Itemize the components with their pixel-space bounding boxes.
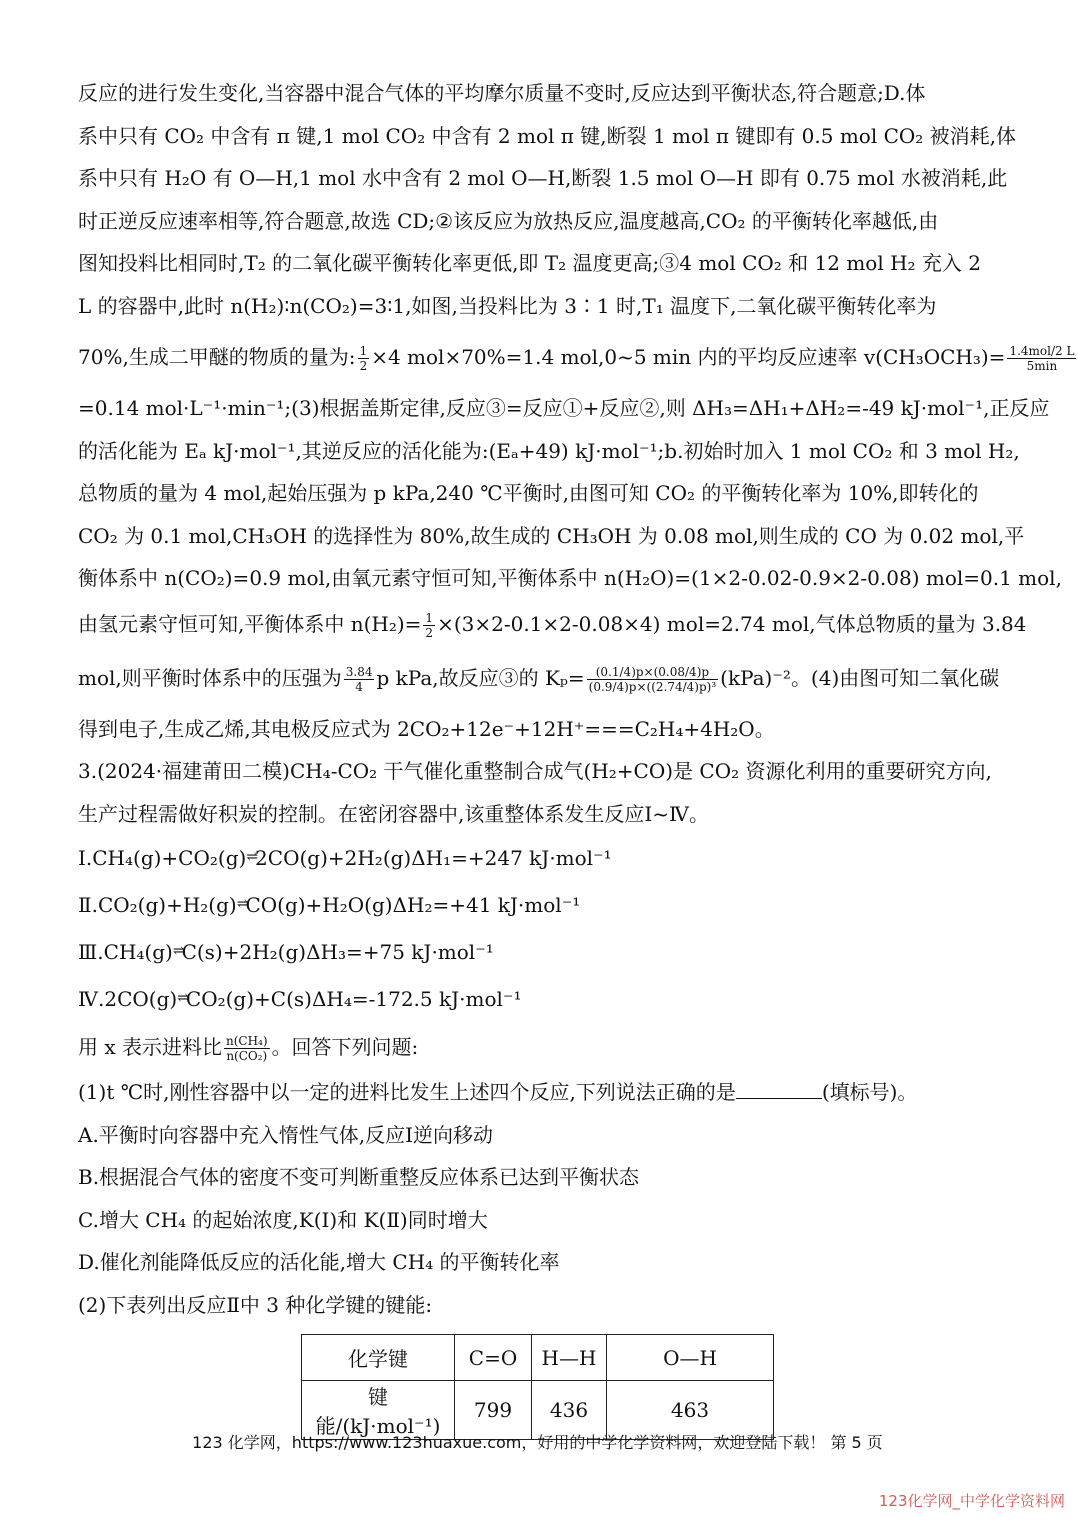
table-cell: 463 (607, 1381, 774, 1440)
text-line: 的活化能为 Eₐ kJ·mol⁻¹,其逆反应的活化能为:(Eₐ+49) kJ·mol⁻¹;b.初始时加入 1 mol CO₂ 和 3 mol H₂, (78, 438, 1020, 463)
text-line: L 的容器中,此时 n(H₂)∶n(CO₂)=3∶1,如图,当投料比为 3∶1 时,T₁ 温度下,二氧化碳平衡转化率为 (78, 293, 937, 318)
fraction: $\frac{\text{n(CH₄)}}{\text{n(CO₂)}}$ (226, 1034, 268, 1063)
table-header: O—H (607, 1335, 774, 1381)
table-header: C=O (455, 1335, 532, 1381)
question-2: (2)下表列出反应Ⅱ中 3 种化学键的键能: (78, 1292, 433, 1317)
option-a: A.平衡时向容器中充入惰性气体,反应Ⅰ逆向移动 (78, 1122, 494, 1147)
option-d: D.催化剂能降低反应的活化能,增大 CH₄ 的平衡转化率 (78, 1250, 560, 1274)
fraction: $\frac{(0.1/4)p\times(0.08/4)p}{\text{(0.9/4)p×((2.74/4)p)³}}$ (588, 664, 717, 694)
table-cell: 键能/(kJ·mol⁻¹) (302, 1381, 455, 1440)
equilibrium-arrow-icon: ⇌ (177, 990, 186, 1006)
text-line: 系中只有 H₂O 有 O—H,1 mol 水中含有 2 mol O—H,断裂 1.5 mol O—H 即有 0.75 mol 水被消耗,此 (78, 166, 1008, 190)
equilibrium-arrow-icon: ⇌ (246, 849, 256, 865)
reaction-equation: Ⅲ.CH₄(g)⇌C(s)+2H₂(g)ΔH₃=+75 kJ·mol⁻¹ (78, 929, 1003, 976)
equilibrium-arrow-icon: ⇌ (172, 943, 182, 959)
text-line-fraction: 70%,生成二甲醚的物质的量为: $\frac{1}{2}$ ×4 mol×70%=1.4 mol,0~5 min 内的平均反应速率 v(CH₃OCH₃)= $\frac{\text{1.4mol/2 L}}{5\min}$ (78, 344, 1075, 373)
option-c: C.增大 CH₄ 的起始浓度,K(Ⅰ)和 K(Ⅱ)同时增大 (78, 1207, 488, 1232)
text-line: 系中只有 CO₂ 中含有 π 键,1 mol CO₂ 中含有 2 mol π 键,断裂 1 mol π 键即有 0.5 mol CO₂ 被消耗,体 (78, 123, 1017, 148)
text-line-fraction: mol,则平衡时体系中的压强为 $\frac{3.84}{4}$ p kPa,故反应③的 Kₚ= $\frac{(0.1/4)p\times(0.08/4)p}{\text{(0.9/4)p×((2.74/4)p)³}}$ (kPa)⁻²。(4)由图可知二氧化碳 (78, 664, 1000, 694)
table-header: 化学键 (302, 1335, 455, 1381)
bond-energy-table (301, 1334, 774, 1440)
fraction: $\frac{1}{2}$ (359, 344, 368, 373)
fraction: $\frac{\text{1.4mol/2 L}}{5\min}$ (1009, 344, 1075, 373)
text-line-fraction: 由氢元素守恒可知,平衡体系中 n(H₂)= $\frac{1}{2}$ ×(3×2-0.1×2-0.08×4) mol=2.74 mol,气体总物质的量为 3.84 (78, 610, 1027, 640)
reaction-equation: Ⅱ.CO₂(g)+H₂(g)⇌CO(g)+H₂O(g)ΔH₂=+41 kJ·mol⁻¹ (78, 882, 1003, 929)
text-line: 3.(2024·福建莆田二模)CH₄-CO₂ 干气催化重整制合成气(H₂+CO)是 CO₂ 资源化利用的重要研究方向, (78, 759, 992, 783)
document-body (78, 72, 1075, 1326)
table-header: H—H (532, 1335, 607, 1381)
text-line: 时正逆反应速率相等,符合题意,故选 CD;②该反应为放热反应,温度越高,CO₂ 的平衡转化率越低,由 (78, 208, 939, 233)
reaction-equation: Ⅰ.CH₄(g)+CO₂(g)⇌2CO(g)+2H₂(g)ΔH₁=+247 kJ·mol⁻¹ (78, 835, 1003, 882)
text-line: 图知投料比相同时,T₂ 的二氧化碳平衡转化率更低,即 T₂ 温度更高;③4 mol CO₂ 和 12 mol H₂ 充入 2 (78, 251, 981, 275)
text-line: =0.14 mol·L⁻¹·min⁻¹;(3)根据盖斯定律,反应③=反应①+反应②,则 ΔH₃=ΔH₁+ΔH₂=-49 kJ·mol⁻¹,正反应 (78, 396, 1050, 420)
page-footer: 123 化学网，https://www.123huaxue.com，好用的中学化学资料网，欢迎登陆下载！ 第 5 页 (192, 1433, 883, 1452)
text-line: 生产过程需做好积炭的控制。在密闭容器中,该重整体系发生反应Ⅰ~Ⅳ。 (78, 801, 709, 826)
text-line-fraction: 用 x 表示进料比 $\frac{\text{n(CH₄)}}{\text{n(CO₂)}}$ 。回答下列问题: (78, 1034, 419, 1063)
question-1: (1)t ℃时,刚性容器中以一定的进料比发生上述四个反应,下列说法正确的是 (填标号)。 (78, 1080, 918, 1104)
table-cell: 799 (455, 1381, 532, 1440)
table-cell: 436 (532, 1381, 607, 1440)
table-row (302, 1335, 774, 1381)
answer-blank[interactable] (736, 1097, 822, 1099)
fraction: $\frac{1}{2}$ (425, 610, 434, 640)
option-b: B.根据混合气体的密度不变可判断重整反应体系已达到平衡状态 (78, 1165, 640, 1189)
text-line: 反应的进行发生变化,当容器中混合气体的平均摩尔质量不变时,反应达到平衡状态,符合题意;D.体 (78, 81, 926, 105)
text-line: 总物质的量为 4 mol,起始压强为 p kPa,240 ℃平衡时,由图可知 CO₂ 的平衡转化率为 10%,即转化的 (78, 481, 979, 505)
reaction-equation: Ⅳ.2CO(g)⇌CO₂(g)+C(s)ΔH₄=-172.5 kJ·mol⁻¹ (78, 976, 1003, 1023)
fraction: $\frac{3.84}{4}$ (345, 664, 373, 694)
text-line: 得到电子,生成乙烯,其电极反应式为 2CO₂+12e⁻+12H⁺===C₂H₄+4H₂O。 (78, 716, 775, 741)
text-line: 衡体系中 n(CO₂)=0.9 mol,由氧元素守恒可知,平衡体系中 n(H₂O)=(1×2-0.02-0.9×2-0.08) mol=0.1 mol, (78, 566, 1062, 590)
watermark: 123化学网_中学化学资料网 (878, 1492, 1065, 1510)
equilibrium-arrow-icon: ⇌ (236, 896, 246, 912)
text-line: CO₂ 为 0.1 mol,CH₃OH 的选择性为 80%,故生成的 CH₃OH 为 0.08 mol,则生成的 CO 为 0.02 mol,平 (78, 523, 1025, 548)
